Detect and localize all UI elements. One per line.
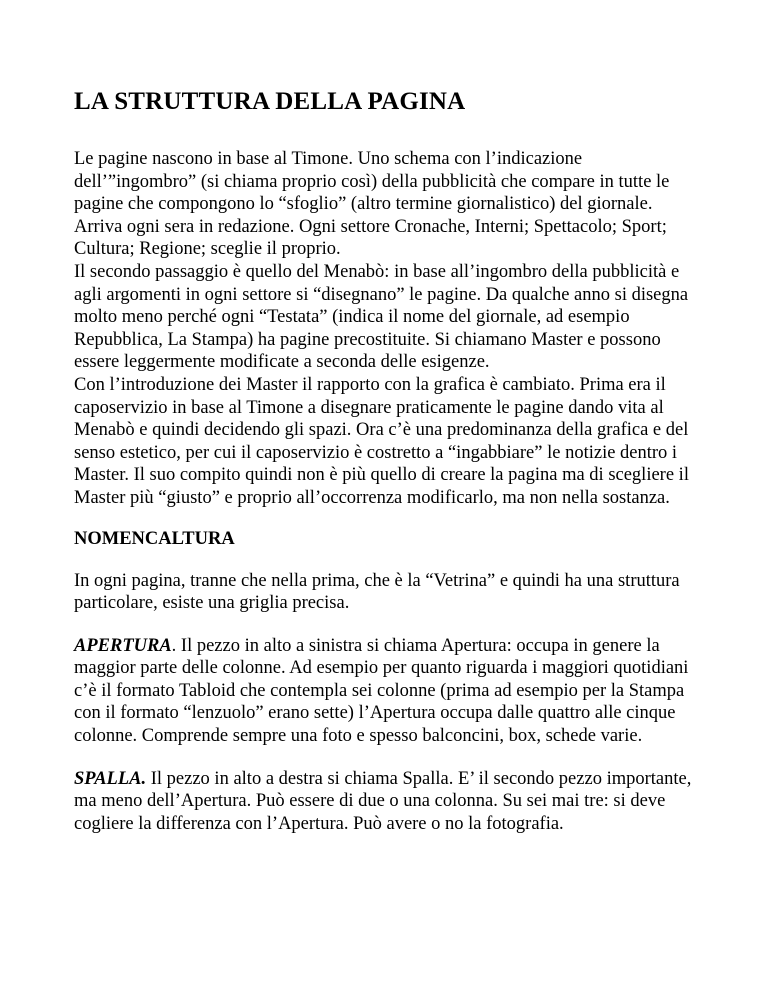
term-spalla: SPALLA. bbox=[74, 768, 147, 789]
paragraph-spalla bbox=[74, 768, 704, 836]
spalla-text: Il pezzo in alto a destra si chiama Spalla. E’ il secondo pezzo importante, ma meno dell’Apertura. Può essere di due o una colonna. Su sei mai tre: si deve cogliere la differenza con l’Apertura. Può avere o no la fotografia. bbox=[74, 768, 692, 834]
paragraph-griglia: In ogni pagina, tranne che nella prima, che è la “Vetrina” e quindi ha una struttura particolare, esiste una griglia precisa. bbox=[74, 570, 680, 614]
page-title: LA STRUTTURA DELLA PAGINA bbox=[74, 88, 466, 115]
intro-section bbox=[74, 148, 704, 510]
section-heading-nomenclatura: NOMENCALTURA bbox=[74, 528, 235, 549]
paragraph-apertura bbox=[74, 635, 704, 748]
term-apertura: APERTURA bbox=[74, 635, 172, 656]
paragraph-menabo: Il secondo passaggio è quello del Menabò: in base all’ingombro della pubblicità e agli argomenti in ogni settore si “disegnano” le pagine. Da qualche anno si disegna molto meno perché ogni “Testata” (indica il nome del giornale, ad esempio Repubblica, La Stampa) ha pagine precostituite. Si chiamano Master e possono essere leggermente modificate a seconda delle esigenze. bbox=[74, 261, 689, 373]
document-page bbox=[74, 86, 704, 835]
paragraph-master: Con l’introduzione dei Master il rapporto con la grafica è cambiato. Prima era il caposervizio in base al Timone a disegnare praticamente le pagine dando vita al Menabò e quindi decidendo gli spazi. Ora c’è una predominanza della grafica e del senso estetico, per cui il caposervizio è costretto a “ingabbiare” le notizie dentro i Master. Il suo compito quindi non è più quello di creare la pagina ma di scegliere il Master più “giusto” e proprio all’occorrenza modificarlo, ma non nella sostanza. bbox=[74, 374, 689, 508]
apertura-text: . Il pezzo in alto a sinistra si chiama Apertura: occupa in genere la maggior parte delle colonne. Ad esempio per quanto riguarda i maggiori quotidiani c’è il formato Tabloid che contempla sei colonne (prima ad esempio per la Stampa con il formato “lenzuolo” erano sette) l’Apertura occupa dalle quattro alle cinque colonne. Comprende sempre una foto e spesso balconcini, box, schede varie. bbox=[74, 635, 689, 747]
paragraph-timone: Le pagine nascono in base al Timone. Uno schema con l’indicazione dell’”ingombro” (si chiama proprio così) della pubblicità che compare in tutte le pagine che compongono lo “sfoglio” (altro termine giornalistico) del giornale. Arriva ogni sera in redazione. Ogni settore Cronache, Interni; Spettacolo; Sport; Cultura; Regione; sceglie il proprio. bbox=[74, 149, 670, 260]
